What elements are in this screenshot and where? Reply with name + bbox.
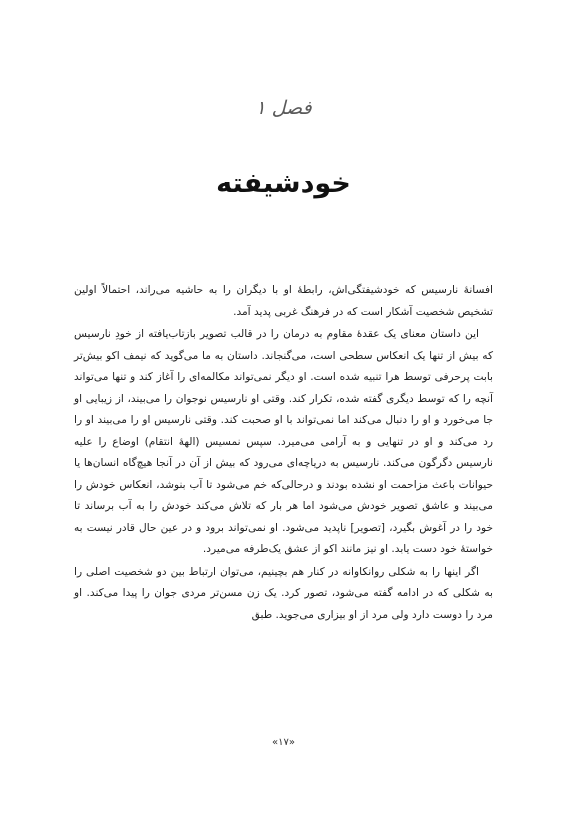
page-number: «۱۷» (272, 737, 295, 748)
chapter-label: فصل ۱ (255, 97, 312, 119)
paragraph-story: این داستان معنای یک عقدهٔ مقاوم به درمان را در قالب تصویر بازتاب‌یافته از خودِ نارسیس که بیش از تنها یک انعکاس سطحی است، می‌گنجاند. داستان به ما می‌گوید که نیمف اکو بیش‌تر بابت پرحرفی توسط هرا تنبیه شده است. او دیگر نمی‌تواند مکالمه‌ای را آغاز کند و تنها می‌تواند آنچه را که توسط دیگری گفته شده، تکرار کند. وقتی او نارسیس نوجوان را می‌بیند، از زیبایی او جا می‌خورد و او را دنبال می‌کند اما نمی‌تواند با او صحبت کند. وقتی نارسیس او را می‌بیند او را رد می‌کند و او در تنهایی و به آرامی می‌میرد. سپس نمسیس (الههٔ انتقام) اوضاع را علیه نارسیس دگرگون می‌کند. نارسیس به دریاچه‌ای می‌رود که بیش از آن در آنجا هیچ‌گاه انسان‌ها یا حیوانات باعث مزاحمت او نشده بودند و درحالی‌که خم می‌شود تا آب بنوشد، انعکاس خودش را می‌بیند و عاشق تصویر خودش می‌شود اما هر بار که تلاش می‌کند خودش را به آب برساند تا خود را در آغوش بگیرد، [تصویر] ناپدید می‌شود. او نمی‌تواند برود و در عین حال قادر نیست به خواستهٔ خود دست یابد. او نیز مانند اکو از عشق یک‌طرفه می‌میرد. (74, 328, 493, 555)
chapter-title: خودشیفته (216, 168, 351, 199)
paragraph-analysis: اگر اینها را به شکلی روانکاوانه در کنار هم بچینیم، می‌توان ارتباط بین دو شخصیت اصلی را به شکلی که در ادامه گفته می‌شود، تصور کرد. یک زن مسن‌تر مردی جوان را پیدا می‌کند. او مرد را دوست دارد ولی مرد از او بیزاری می‌جوید. طبق (74, 565, 493, 621)
paragraph-intro: افسانهٔ نارسیس که خودشیفتگی‌اش، رابطهٔ او با دیگران را به حاشیه می‌راند، احتمالاً اولین تشخیص شخصیت آشکار است که در فرهنگ غربی پدید آمد. (74, 284, 493, 318)
body-text (74, 280, 493, 627)
